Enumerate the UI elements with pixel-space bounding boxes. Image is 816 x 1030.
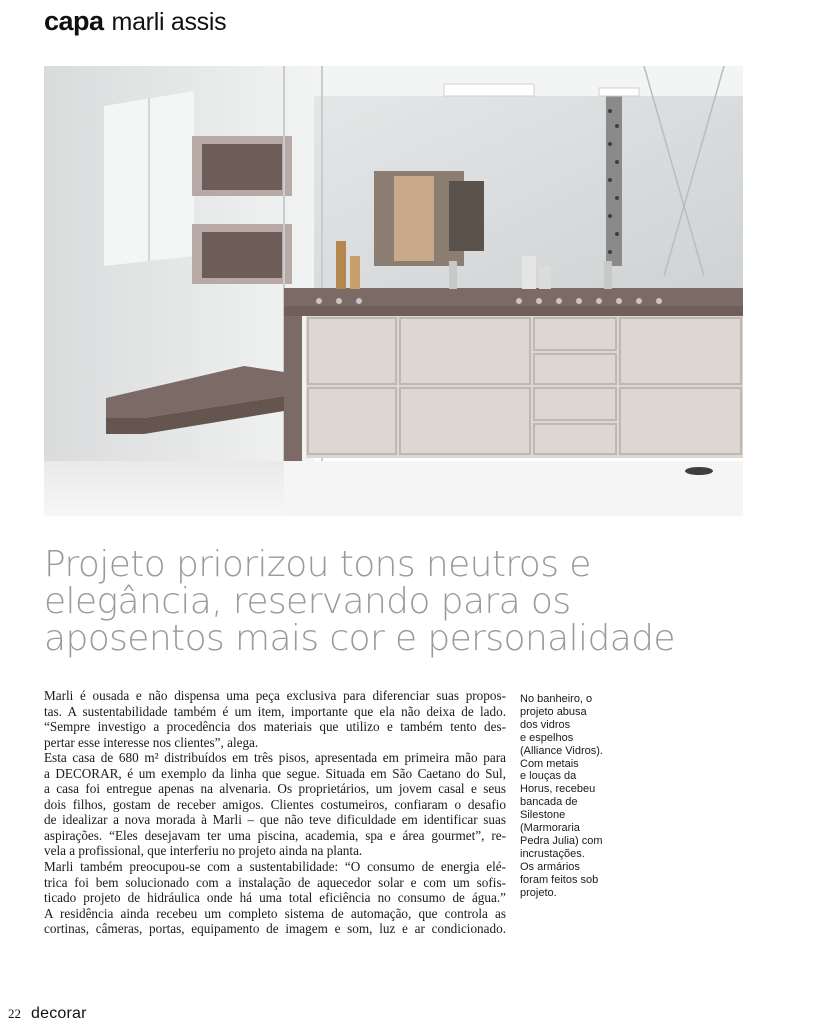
caption-line: Pedra Julia) com <box>520 834 603 847</box>
body-line: A residência ainda recebeu um completo sistema de automação, que controla as <box>44 905 506 921</box>
caption-line: incrustações. <box>520 847 585 860</box>
magazine-name: decorar <box>31 1005 87 1022</box>
caption-line: bancada de <box>520 796 578 809</box>
body-line: Marli também preocupou-se com a sustentabilidade: “O consumo de energia elé- <box>44 859 506 875</box>
caption-line: (Alliance Vidros). <box>520 744 603 757</box>
body-line: a DECORAR, é um exemplo da linha que segue. Situada em São Caetano do Sul, <box>44 765 506 781</box>
body-line: dois filhos, gostam de receber amigos. Clientes costumeiros, confiaram o desafio <box>44 796 506 812</box>
caption-line: dos vidros <box>520 718 571 731</box>
body-line: pertar esse interesse nos clientes”, alega. <box>44 734 259 750</box>
caption-line: Com metais <box>520 757 579 770</box>
bathroom-photo-icon <box>44 66 743 516</box>
caption-line: Horus, recebeu <box>520 783 596 796</box>
caption-line: foram feitos sob <box>520 873 599 886</box>
body-line: tas. A sustentabilidade também é um item, importante que ela não deixa de lado. <box>44 703 506 719</box>
caption-line: projeto abusa <box>520 705 587 718</box>
body-line: a casa foi entregue apenas na alvenaria. Os proprietários, um jovem casal e seus <box>44 781 506 797</box>
bathroom-photo <box>44 66 743 516</box>
page-number: 22 <box>8 1006 21 1021</box>
body-line: vela a profissional, que interferiu no projeto ainda na planta. <box>44 843 363 859</box>
body-line: ticado projeto de hidráulica onde há uma total eficiência no consumo de água.” <box>44 890 506 906</box>
section-label: capa <box>44 6 104 36</box>
headline-line: elegância, reservando para os <box>44 581 571 622</box>
caption-line: e espelhos <box>520 731 574 744</box>
body-line: trica foi bem solucionado com a instalação de aquecedor solar e com um sofis- <box>44 874 506 890</box>
caption-line: Silestone <box>520 809 566 822</box>
body-line: de idealizar a nova morada à Marli – que não teve dificuldade em identificar suas <box>44 812 506 828</box>
body-line: Esta casa de 680 m² distribuídos em três pisos, apresentada em primeira mão para <box>44 750 506 766</box>
body-line: “Sempre investigo a procedência dos materiais que utilizo e também tento des- <box>44 719 506 735</box>
headline <box>44 546 784 657</box>
caption-line: (Marmoraria <box>520 822 580 835</box>
caption-line: projeto. <box>520 886 557 899</box>
body-line: Marli é ousada e não dispensa uma peça exclusiva para diferenciar suas propos- <box>44 688 506 703</box>
photo-caption <box>520 693 630 900</box>
caption-line: Os armários <box>520 860 580 873</box>
page-header <box>44 6 226 40</box>
caption-line: e louças da <box>520 770 577 783</box>
headline-line: Projeto priorizou tons neutros e <box>44 544 591 585</box>
body-line: aspirações. “Eles desejavam ter uma piscina, academia, spa e área gourmet”, re- <box>44 827 506 843</box>
article-body <box>44 688 506 937</box>
caption-line: No banheiro, o <box>520 693 593 705</box>
headline-line: aposentos mais cor e personalidade <box>44 618 675 659</box>
page-footer <box>8 1005 87 1023</box>
body-line: cortinas, câmeras, portas, equipamento de imagem e som, luz e ar condicionado. <box>44 921 506 937</box>
article-subject: marli assis <box>111 8 227 36</box>
